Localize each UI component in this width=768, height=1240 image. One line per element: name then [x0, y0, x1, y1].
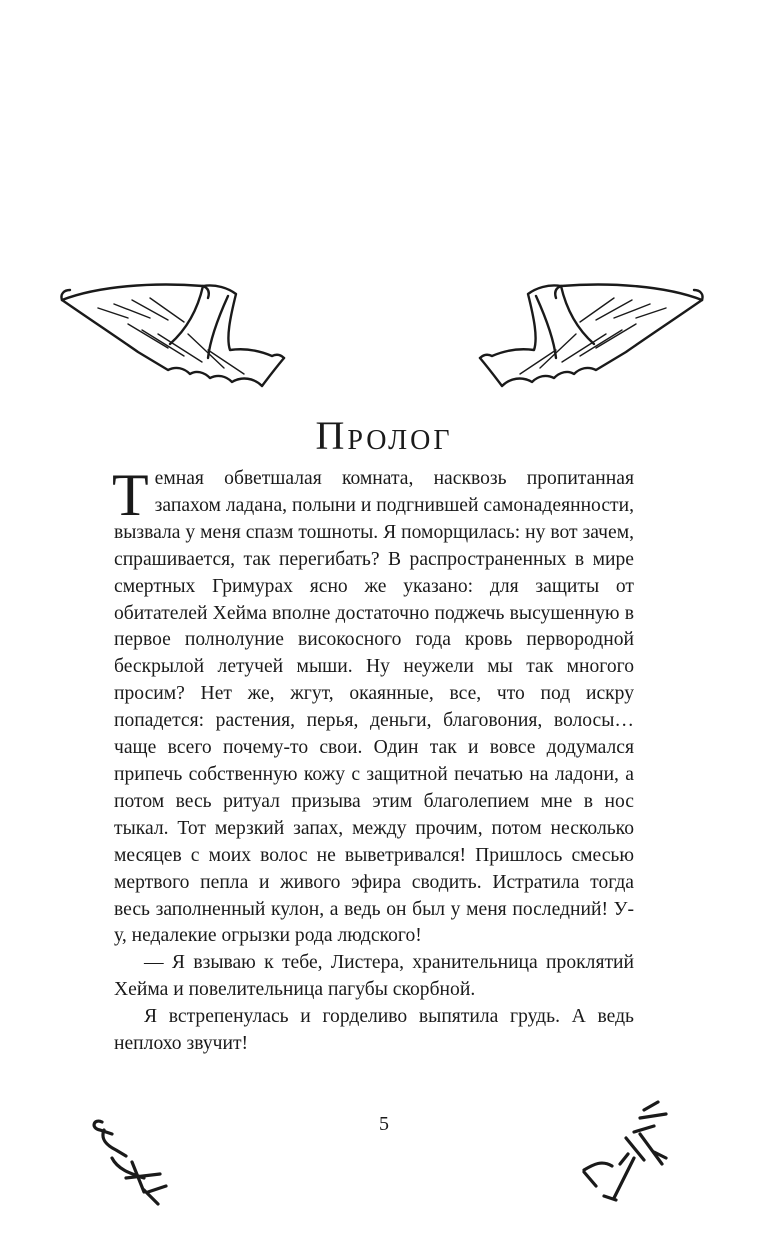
bat-wing-right-icon — [426, 278, 706, 398]
paragraph-3: Я встрепенулась и горделиво выпятила грудь. А ведь неплохо звучит! — [114, 1006, 634, 1055]
paragraph-1-text: емная обветшалая комната, насквозь пропитанная запахом ладана, полыни и подгнившей самонадеянности, вызвала у меня спазм тошноты. Я поморщилась: ну вот зачем, спрашивается, так перегибать? В распространенных в мире смертных Гримурах ясно же указано: для защиты от обитателей Хейма вполне достаточно поджечь высушенную в первое полнолуние високосного года кровь первородной бескрылой летучей мыши. Ну неужели мы так многого просим? Нет же, жгут, окаянные, все, что под искру попадется: растения, перья, деньги, благовония, волосы… чаще всего почему-то свои. Один так и вовсе додумался припечь собственную кожу с защитной печатью на ладони, а потом весь ритуал призыва этим благолепием мне в нос тыкал. Тот мерзкий запах, между прочим, потом несколько месяцев с моих волос не выветривался! Пришлось смесью мертвого пепла и живого эфира сводить. Истратила тогда весь заполненный кулон, а ведь он был у меня последний! У-у, недалекие огрызки рода людского! — [114, 468, 634, 947]
paragraph-1 — [112, 462, 634, 950]
page-number: 5 — [379, 1113, 389, 1135]
chapter-title: Пролог — [315, 412, 453, 458]
drop-cap: Т — [112, 462, 149, 528]
rune-glyph-right-icon — [574, 1098, 684, 1208]
bat-wing-left-icon — [58, 278, 338, 398]
rune-glyph-left-icon — [82, 1100, 192, 1210]
chapter-body — [112, 462, 634, 1058]
paragraph-2: — Я взываю к тебе, Листера, хранительница проклятий Хейма и повелительница пагубы скорбной. — [114, 952, 634, 1001]
